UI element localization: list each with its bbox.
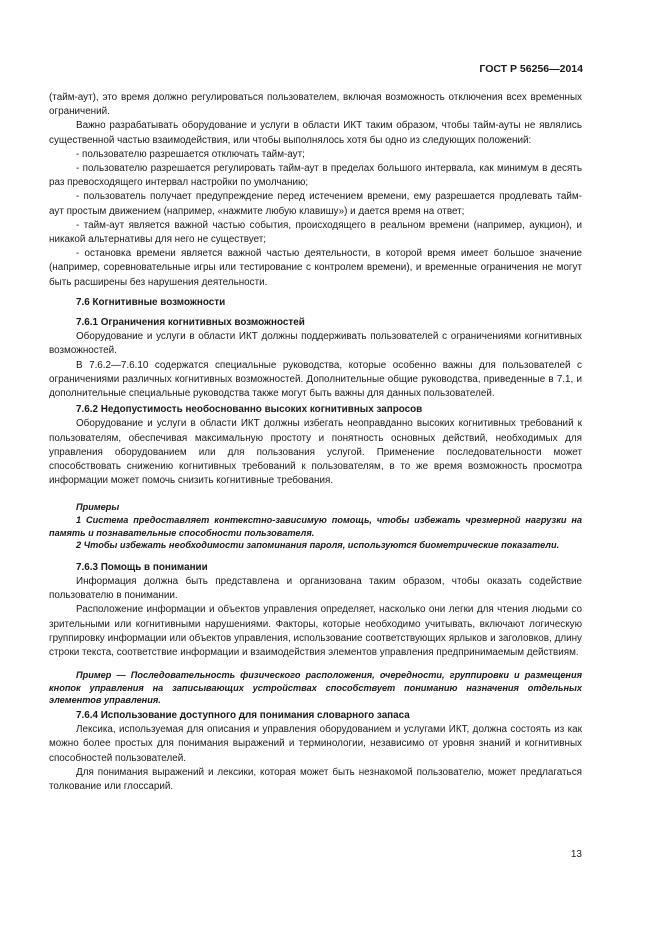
paragraph: Лексика, используемая для описания и управления оборудованием и услугами ИКТ, должна состоять из как можно более простых для понимания выражений и терминологии, независимо от уровня знаний и когнитивных способностей пользователей. xyxy=(49,724,582,764)
paragraph: Информация должна быть представлена и организована таким образом, чтобы оказать содействие пользователю в понимании. xyxy=(49,576,582,602)
list-item: - пользователю разрешается отключать тайм-аут; xyxy=(76,148,305,160)
section-heading: 7.6 Когнитивные возможности xyxy=(76,296,226,308)
paragraph: Оборудование и услуги в области ИКТ должны избегать неоправданно высоких когнитивных требований к пользователям, обеспечивая максимальную простоту и понятность основных действий, необходимых для управления оборудованием или для пользования услугой. Применение последовательности может способствовать снижению когнитивных требований к пользователям, в то же время возможность просмотра информации может помочь снизить когнитивные требования. xyxy=(49,418,582,487)
document-body xyxy=(49,91,582,794)
subsection-heading: 7.6.4 Использование доступного для понимания словарного запаса xyxy=(76,710,410,722)
example-item: 2 Чтобы избежать необходимости запоминания пароля, используются биометрические показатели. xyxy=(76,540,560,551)
subsection-heading: 7.6.1 Ограничения когнитивных возможностей xyxy=(76,317,305,329)
subsection-heading: 7.6.2 Недопустимость необоснованно высоких когнитивных запросов xyxy=(76,404,423,416)
list-item: - пользователь получает предупреждение перед истечением времени, ему разрешается продлевать тайм-аут простым движением (например, «нажмите любую клавишу») и дается время на ответ; xyxy=(49,191,582,217)
paragraph: Оборудование и услуги в области ИКТ должны поддерживать пользователей с ограничениями когнитивных возможностей. xyxy=(49,331,582,357)
page-number: 13 xyxy=(570,849,582,860)
list-item: - пользователю разрешается регулировать тайм-аут в пределах большого интервала, как минимум в десять раз превосходящего интервал настройки по умолчанию; xyxy=(49,163,582,189)
standard-number: ГОСТ Р 56256—2014 xyxy=(479,63,583,75)
paragraph: В 7.6.2—7.6.10 содержатся специальные руководства, которые особенно важны для пользователей с ограничениями различных когнитивных возможностей. Дополнительные общие руководства, приведенные в 7.1, и дополнительные специальные руководства также могут быть важны для данных пользователей. xyxy=(49,359,582,400)
paragraph: Расположение информации и объектов управления определяет, насколько они легки для чтения людьми со зрительными или когнитивными нарушениями. Факторы, которые необходимо учитывать, включают логическую группировку информации или объектов управления, использование соответствующих ярлыков и заголовков, длину строки текста, соответствие информации и взаимодействия элементов управления предпринимаемым действиям. xyxy=(49,604,582,659)
paragraph: Для понимания выражений и лексики, которая может быть незнакомой пользователю, может предлагаться толкование или глоссарий. xyxy=(49,766,582,793)
paragraph: (тайм-аут), это время должно регулироваться пользователем, включая возможность отключения всех временных ограничений. xyxy=(49,92,582,118)
list-item: - тайм-аут является важной частью события, происходящего в реальном времени (например, аукцион), и никакой альтернативы для него не существует; xyxy=(49,219,582,246)
example-item: 1 Система предоставляет контекстно-зависимую помощь, чтобы избежать чрезмерной нагрузки на память и познавательные способности пользователя. xyxy=(49,515,582,538)
paragraph: Важно разрабатывать оборудование и услуги в области ИКТ таким образом, чтобы тайм-ауты не являлись существенной частью взаимодействия, или чтобы выполнялось хотя бы одно из следующих положений: xyxy=(49,120,582,146)
subsection-heading: 7.6.3 Помощь в понимании xyxy=(76,561,208,573)
examples-title: Примеры xyxy=(76,502,120,513)
list-item: - остановка времени является важной частью деятельности, в которой время имеет большое значение (например, соревновательные игры или тестирование с контролем времени), и временные ограничения не могут быть расширены без нарушения деятельности. xyxy=(49,248,582,288)
example-note: Пример — Последовательность физического расположения, очередности, группировки и размещения кнопок управления на записывающих устройствах способствует пониманию назначения отдельных элементов управления. xyxy=(49,670,582,706)
